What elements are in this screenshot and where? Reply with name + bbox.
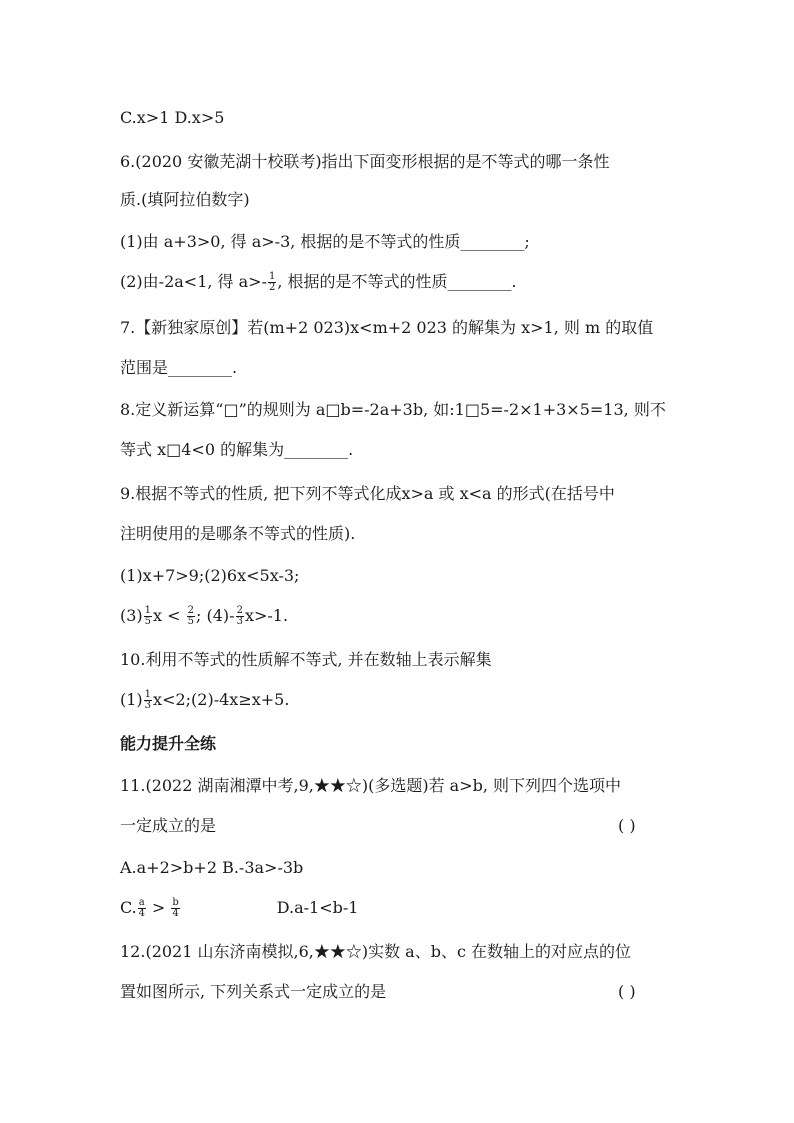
- question-6-part-2: [120, 272, 517, 293]
- question-9-line-2: 注明使用的是哪条不等式的性质).: [120, 524, 356, 543]
- question-12-answer-paren: ( ): [618, 982, 636, 1001]
- fraction-one-third: $\frac{1}{3}$: [144, 689, 152, 711]
- q6p2-text-a: (2)由-2a<1, 得 a>-: [120, 272, 267, 291]
- q6p2-text-b: , 根据的是不等式的性质________.: [277, 272, 517, 291]
- fraction-two-fifths: $\frac{2}{5}$: [187, 605, 195, 627]
- fraction-one-fifth: $\frac{1}{5}$: [144, 605, 152, 627]
- question-10-line-1: 10.利用不等式的性质解不等式, 并在数轴上表示解集: [120, 650, 492, 669]
- fraction-one-half: $\frac{1}{2}$: [269, 271, 276, 293]
- question-12-line-1: 12.(2021 山东济南模拟,6,★★☆)实数 a、b、c 在数轴上的对应点的位: [120, 942, 632, 961]
- option-c-label: C.: [120, 898, 137, 917]
- question-11-line-2: 一定成立的是: [120, 816, 217, 835]
- q9p4-label: ; (4)-: [196, 606, 235, 625]
- q10-text: x<2;(2)-4x≥x+5.: [153, 690, 290, 709]
- question-11-options-c-d: [120, 898, 358, 919]
- q10p1-label: (1): [120, 690, 143, 709]
- question-8-line-2: 等式 x□4<0 的解集为________.: [120, 440, 354, 459]
- fraction-a-over-4: $\frac{a}{4}$: [138, 897, 145, 919]
- question-7-line-1: 7.【新独家原创】若(m+2 023)x<m+2 023 的解集为 x>1, 则 m 的取值: [120, 318, 654, 337]
- question-9-line-1: 9.根据不等式的性质, 把下列不等式化成x>a 或 x<a 的形式(在括号中: [120, 484, 615, 503]
- q9p3-label: (3): [120, 606, 143, 625]
- fraction-two-thirds: $\frac{2}{3}$: [236, 605, 243, 627]
- question-6-line-1: 6.(2020 安徽芜湖十校联考)指出下面变形根据的是不等式的哪一条性: [120, 152, 610, 171]
- question-6-part-1: (1)由 a+3>0, 得 a>-3, 根据的是不等式的性质________;: [120, 232, 530, 251]
- option-d: D.a-1<b-1: [276, 898, 359, 917]
- question-8-line-1: 8.定义新运算“□”的规则为 a□b=-2a+3b, 如:1□5=-2×1+3×5=13, 则不: [120, 400, 666, 419]
- section-heading: 能力提升全练: [120, 734, 217, 753]
- question-9-parts-3-4: [120, 606, 288, 627]
- question-11-options-a-b: A.a+2>b+2 B.-3a>-3b: [120, 858, 304, 877]
- question-11-answer-paren: ( ): [618, 816, 636, 835]
- question-12-line-2: 置如图所示, 下列关系式一定成立的是: [120, 982, 387, 1001]
- option-c-operator: >: [151, 898, 166, 917]
- question-9-parts-1-2: (1)x+7>9;(2)6x<5x-3;: [120, 566, 300, 585]
- options-c-d-prev: C.x>1 D.x>5: [120, 108, 225, 127]
- q9p3-text: x <: [153, 606, 181, 625]
- question-6-line-2: 质.(填阿拉伯数字): [120, 190, 250, 209]
- question-7-line-2: 范围是________.: [120, 358, 238, 377]
- q9p4-text: x>-1.: [244, 606, 289, 625]
- question-10-parts: [120, 690, 289, 711]
- question-11-line-1: 11.(2022 湖南湘潭中考,9,★★☆)(多选题)若 a>b, 则下列四个选项中: [120, 776, 622, 795]
- fraction-b-over-4: $\frac{b}{4}$: [172, 897, 179, 919]
